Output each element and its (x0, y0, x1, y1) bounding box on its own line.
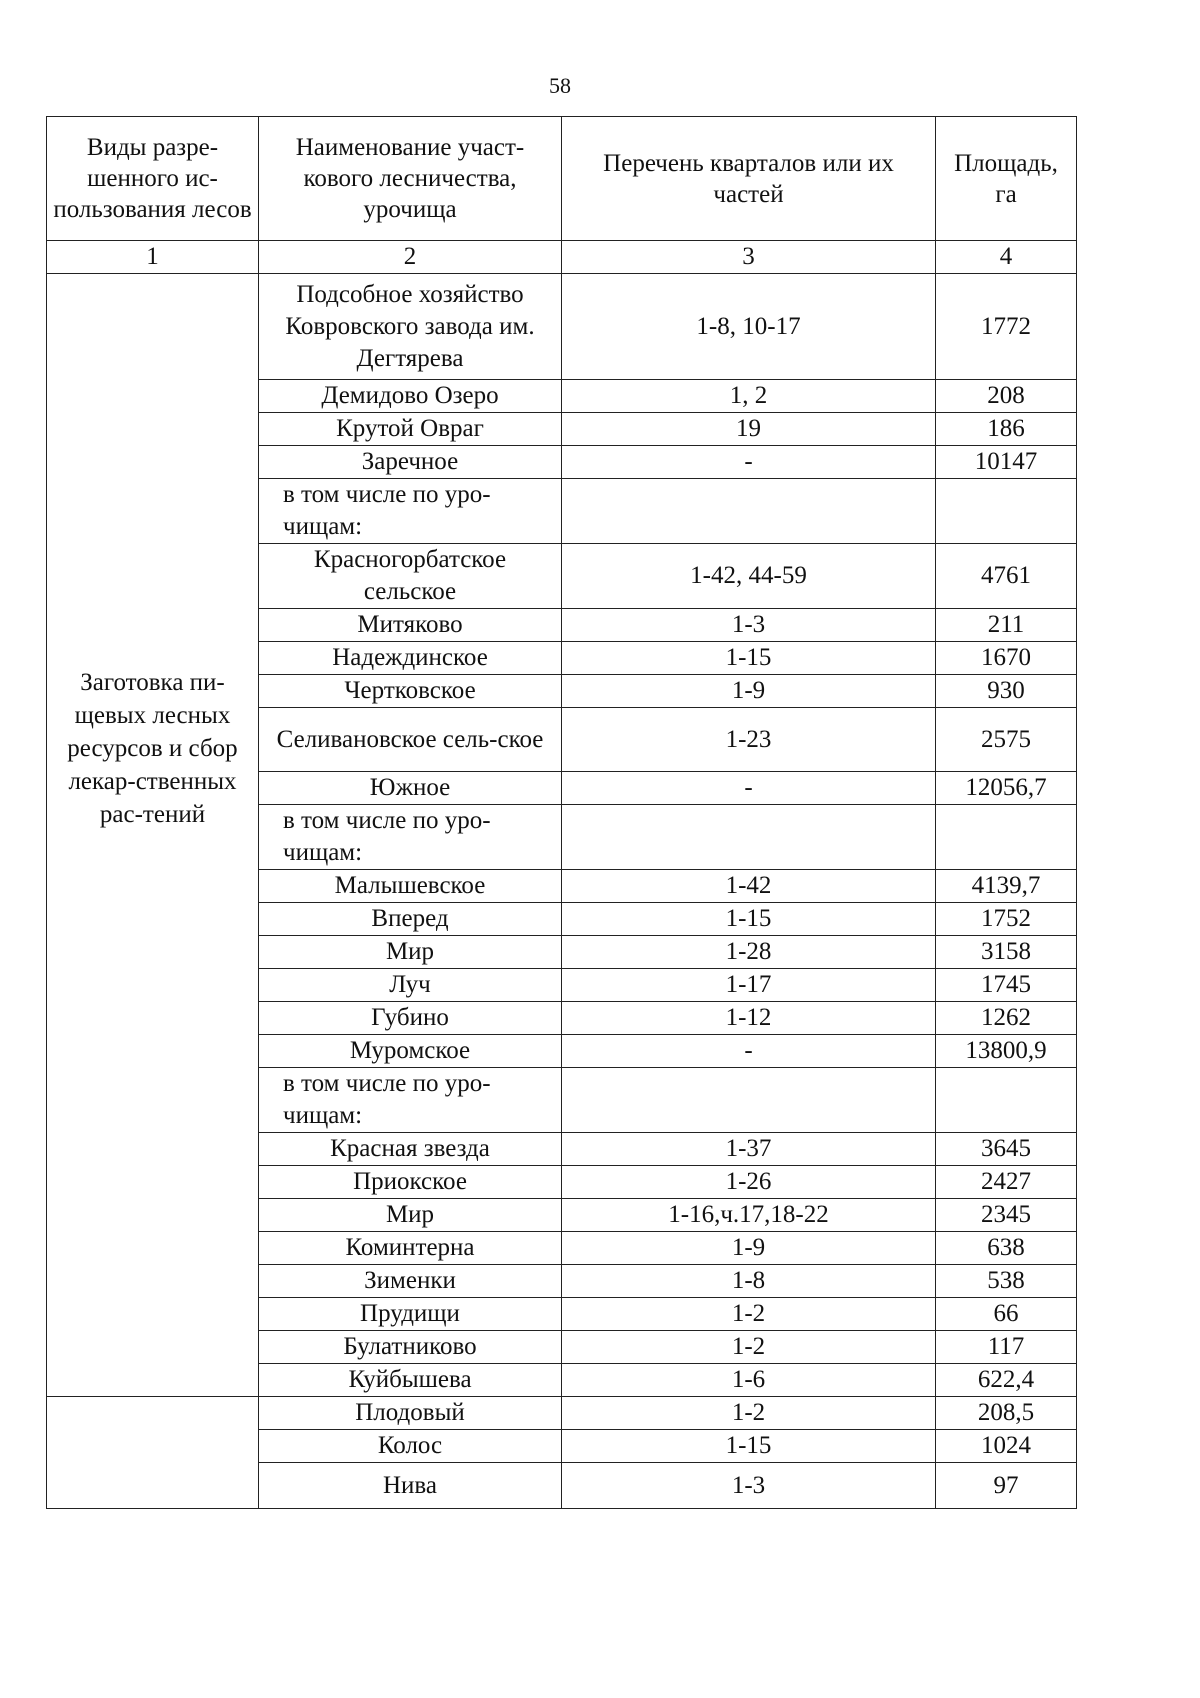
forestry-name-cell: Плодовый (259, 1397, 562, 1430)
area-cell: 4761 (936, 544, 1077, 609)
use-type-group-cell-empty (47, 1397, 259, 1509)
area-cell: 538 (936, 1265, 1077, 1298)
quarters-cell: 1-28 (562, 936, 936, 969)
quarters-cell: 1-17 (562, 969, 936, 1002)
forestry-name-cell: Красная звезда (259, 1133, 562, 1166)
forestry-name-cell: Приокское (259, 1166, 562, 1199)
forestry-name-cell: Малышевское (259, 870, 562, 903)
column-number: 1 (47, 241, 259, 274)
column-number: 2 (259, 241, 562, 274)
area-cell: 10147 (936, 446, 1077, 479)
area-cell: 1262 (936, 1002, 1077, 1035)
area-cell: 638 (936, 1232, 1077, 1265)
forestry-name-cell: Чертковское (259, 675, 562, 708)
forestry-name-cell: Заречное (259, 446, 562, 479)
forestry-name-cell: Луч (259, 969, 562, 1002)
area-cell: 211 (936, 609, 1077, 642)
forestry-name-cell: Демидово Озеро (259, 380, 562, 413)
quarters-cell: 1-15 (562, 903, 936, 936)
area-cell: 13800,9 (936, 1035, 1077, 1068)
quarters-cell: 1-6 (562, 1364, 936, 1397)
area-cell: 12056,7 (936, 772, 1077, 805)
forestry-name-cell: Южное (259, 772, 562, 805)
quarters-cell: 1-2 (562, 1397, 936, 1430)
forestry-name-cell: Крутой Овраг (259, 413, 562, 446)
column-number-row (47, 241, 1077, 274)
forestry-name-cell: в том числе по уро-чищам: (259, 479, 562, 544)
forestry-name-cell: Подсобное хозяйство Ковровского завода им. Дегтярева (259, 274, 562, 380)
quarters-cell: 1-2 (562, 1331, 936, 1364)
quarters-cell: - (562, 1035, 936, 1068)
area-cell: 1745 (936, 969, 1077, 1002)
quarters-cell (562, 479, 936, 544)
use-type-group-cell: Заготовка пи-щевых лесных ресурсов и сбор лекар-ственных рас-тений (47, 274, 259, 1397)
quarters-cell: 1-2 (562, 1298, 936, 1331)
quarters-cell: 1-37 (562, 1133, 936, 1166)
forestry-name-cell: в том числе по уро-чищам: (259, 1068, 562, 1133)
area-cell: 66 (936, 1298, 1077, 1331)
quarters-cell: 1-15 (562, 1430, 936, 1463)
forestry-name-cell: Селивановское сель-ское (259, 708, 562, 772)
area-cell: 97 (936, 1463, 1077, 1509)
area-cell (936, 1068, 1077, 1133)
quarters-cell (562, 1068, 936, 1133)
area-cell (936, 479, 1077, 544)
area-cell: 2575 (936, 708, 1077, 772)
forestry-name-cell: Губино (259, 1002, 562, 1035)
area-cell: 3158 (936, 936, 1077, 969)
forestry-name-cell: Прудищи (259, 1298, 562, 1331)
quarters-cell: 1-3 (562, 609, 936, 642)
area-cell: 3645 (936, 1133, 1077, 1166)
column-number: 3 (562, 241, 936, 274)
quarters-cell: 1-15 (562, 642, 936, 675)
forestry-name-cell: Нива (259, 1463, 562, 1509)
area-cell: 208 (936, 380, 1077, 413)
header-quarters: Перечень кварталов или их частей (562, 117, 936, 241)
header-use-type: Виды разре-шенного ис-пользования лесов (47, 117, 259, 241)
forestry-name-cell: Муромское (259, 1035, 562, 1068)
quarters-cell: 1-9 (562, 675, 936, 708)
area-cell: 117 (936, 1331, 1077, 1364)
area-cell: 622,4 (936, 1364, 1077, 1397)
forestry-name-cell: Коминтерна (259, 1232, 562, 1265)
table-body (47, 274, 1077, 1509)
forestry-name-cell: Зименки (259, 1265, 562, 1298)
area-cell: 1024 (936, 1430, 1077, 1463)
quarters-cell: 1-23 (562, 708, 936, 772)
quarters-cell: 1-9 (562, 1232, 936, 1265)
forestry-name-cell: Красногорбатское сельское (259, 544, 562, 609)
quarters-cell: 1-8 (562, 1265, 936, 1298)
quarters-cell: 1-42 (562, 870, 936, 903)
quarters-cell: 19 (562, 413, 936, 446)
area-cell: 930 (936, 675, 1077, 708)
quarters-cell: 1, 2 (562, 380, 936, 413)
quarters-cell: 1-12 (562, 1002, 936, 1035)
forestry-name-cell: в том числе по уро-чищам: (259, 805, 562, 870)
quarters-cell: 1-42, 44-59 (562, 544, 936, 609)
area-cell: 4139,7 (936, 870, 1077, 903)
area-cell: 208,5 (936, 1397, 1077, 1430)
quarters-cell: - (562, 772, 936, 805)
header-forestry-name: Наименование участ-кового лесничества, урочища (259, 117, 562, 241)
forest-use-table (46, 116, 1077, 1509)
table-row (47, 1397, 1077, 1430)
quarters-cell: 1-16,ч.17,18-22 (562, 1199, 936, 1232)
area-cell: 186 (936, 413, 1077, 446)
area-cell: 1670 (936, 642, 1077, 675)
quarters-cell: 1-8, 10-17 (562, 274, 936, 380)
page-number: 58 (549, 73, 571, 98)
area-cell (936, 805, 1077, 870)
forestry-name-cell: Куйбышева (259, 1364, 562, 1397)
table-row (47, 274, 1077, 380)
forestry-name-cell: Надеждинское (259, 642, 562, 675)
quarters-cell: - (562, 446, 936, 479)
table-header-row (47, 117, 1077, 241)
forestry-name-cell: Колос (259, 1430, 562, 1463)
forestry-name-cell: Булатниково (259, 1331, 562, 1364)
header-area: Площадь, га (936, 117, 1077, 241)
area-cell: 1752 (936, 903, 1077, 936)
quarters-cell: 1-26 (562, 1166, 936, 1199)
column-number: 4 (936, 241, 1077, 274)
area-cell: 2345 (936, 1199, 1077, 1232)
forestry-name-cell: Митяково (259, 609, 562, 642)
quarters-cell: 1-3 (562, 1463, 936, 1509)
area-cell: 1772 (936, 274, 1077, 380)
quarters-cell (562, 805, 936, 870)
forestry-name-cell: Мир (259, 1199, 562, 1232)
forestry-name-cell: Вперед (259, 903, 562, 936)
forestry-name-cell: Мир (259, 936, 562, 969)
area-cell: 2427 (936, 1166, 1077, 1199)
